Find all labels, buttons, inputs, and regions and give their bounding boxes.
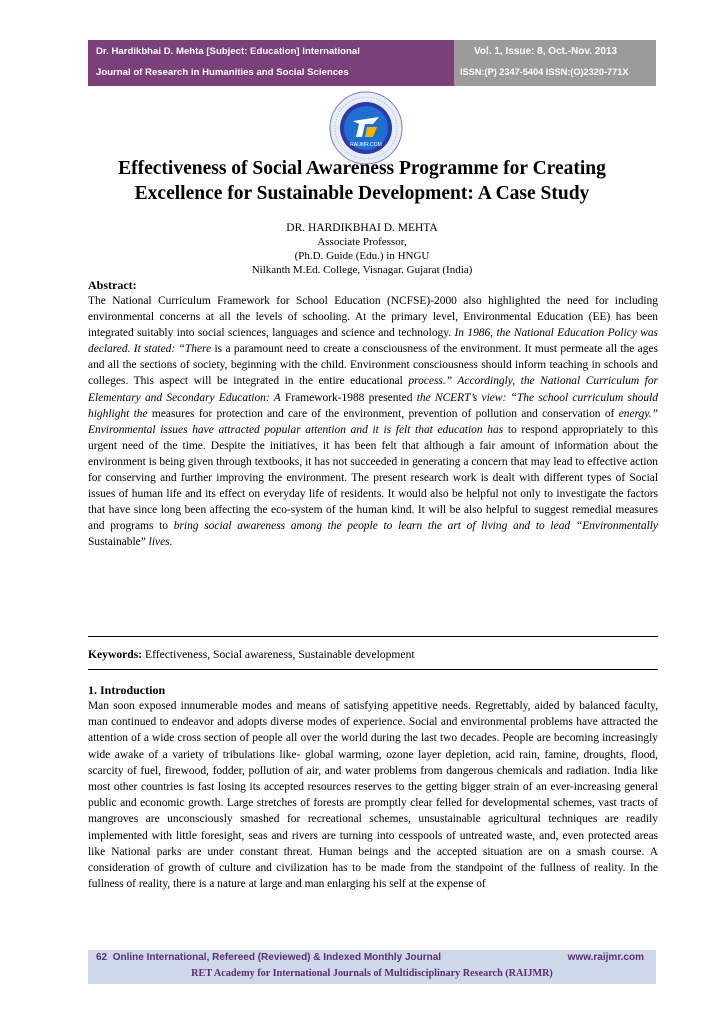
author-college: Nilkanth M.Ed. College, Visnagar. Gujarat (India) [251,264,473,276]
introduction-heading: 1. Introduction [88,683,166,697]
abstract-heading: Abstract: [88,278,137,292]
footer-website: www.raijmr.com [567,952,644,963]
journal-footer [88,950,656,984]
title-line-2: Excellence for Sustainable Development: A Case Study [134,183,590,204]
header-left-band [88,40,454,86]
footer-journal-line: 62 Online International, Refereed (Reviewed) & Indexed Monthly Journal [96,952,442,963]
journal-seal-logo [329,91,403,165]
header-right-band [454,40,656,86]
abstract-body: The National Curriculum Framework for School Education (NCFSE)-2000 also highlighted the need for including environmental concerns at all the levels of schooling. At the primary level, Environmental Education (EE) has been integrated suitably into social sciences, languages and science and technology. In 1986, the National Education Policy was declared. It stated: “There is a paramount need to create a consciousness of the environment. It must permeate all the ages and all the sections of society, beginning with the child. Environment consciousness should inform teaching in schools and colleges. This aspect will be integrated in the entire educational process.” Accordingly, the National Curriculum for Elementary and Secondary Education: A Framework-1988 presented the NCERT’s view: “The school curriculum should highlight the measures for protection and care of the environment, prevention of pollution and conservation of energy.” Environmental issues have attracted popular attention and it is felt that education has to respond appropriately to this urgent need of the time. Despite the initiatives, it has been felt that although a fair amount of information about the environment is being given through textbooks, it has not succeeded in generating a concern that may lead to effective action for conserving and further improving the environment. The present research work is dealt with different types of Social issues of human life and its effect on everyday life of residents. It would also be helpful not only to investigate the factors that have since long been affecting the eco-system of the human kind. It will be also helpful to suggest remedial measures and programs to bring social awareness among the people to learn the art of living and to lead “Environmentally Sustainable” lives. [88,295,659,549]
footer-academy-line: RET Academy for International Journals of Multidisciplinary Research (RAIJMR) [191,968,553,979]
keywords-line [88,648,415,661]
author-guide: (Ph.D. Guide (Edu.) in HNGU [294,250,430,262]
page-number: 62 [96,952,108,963]
journal-header [88,40,656,86]
header-volume-issue: Vol. 1, Issue: 8, Oct.-Nov. 2013 [474,46,618,57]
keywords-text: Effectiveness, Social awareness, Sustainable development [142,648,415,661]
header-journal-name: Journal of Research in Humanities and Social Sciences [96,67,349,78]
header-author-journal: Dr. Hardikbhai D. Mehta [Subject: Education] International [96,46,360,57]
divider-top [88,636,658,637]
divider-bottom [88,669,658,670]
title-line-1: Effectiveness of Social Awareness Programme for Creating [118,158,606,179]
introduction-body: Man soon exposed innumerable modes and means of satisfying appetitive needs. Regrettably, aided by balanced faculty, man continued to endeavor and adopts diverse modes of experience. Social and environmental problems have attracted the attention of a wide cross section of people all over the world during the last two decades. People are becoming increasingly wide awake of a variety of tribulations like- global warming, ozone layer depletion, acid rain, famine, droughts, flood, scarcity of fuel, firewood, fodder, pollution of air, and water problems from dangerous chemicals and radiation. India like most other countries is fast losing its accepted resources reserves to the getting bigger strain of an ever-increasing general public and economic growth. Large stretches of forests are promptly clear felled for developmental schemes, vast tracts of mangroves are unconsciously smashed for recreational schemes, unsustainable agricultural techniques are readily implemented with little foresight, seas and rivers are turning into cesspools of untreated waste, and, even protected areas like National parks are under constant threat. Human beings and the accepted situation are on a smash course. A consideration of growth of culture and civilization has to be made from the standpoint of the fullness of reality. In the fullness of reality, there is a nature at large and man enlarging his self at the expense of [88,700,658,891]
author-name: DR. HARDIKBHAI D. MEHTA [286,222,438,234]
header-issn: ISSN:(P) 2347-5404 ISSN:(O)2320-771X [460,67,629,77]
keywords-label: Keywords: [88,648,143,661]
paper-title [60,156,664,206]
author-position: Associate Professor, [317,236,407,248]
svg-text:RAIJMR.COM: RAIJMR.COM [350,142,382,148]
